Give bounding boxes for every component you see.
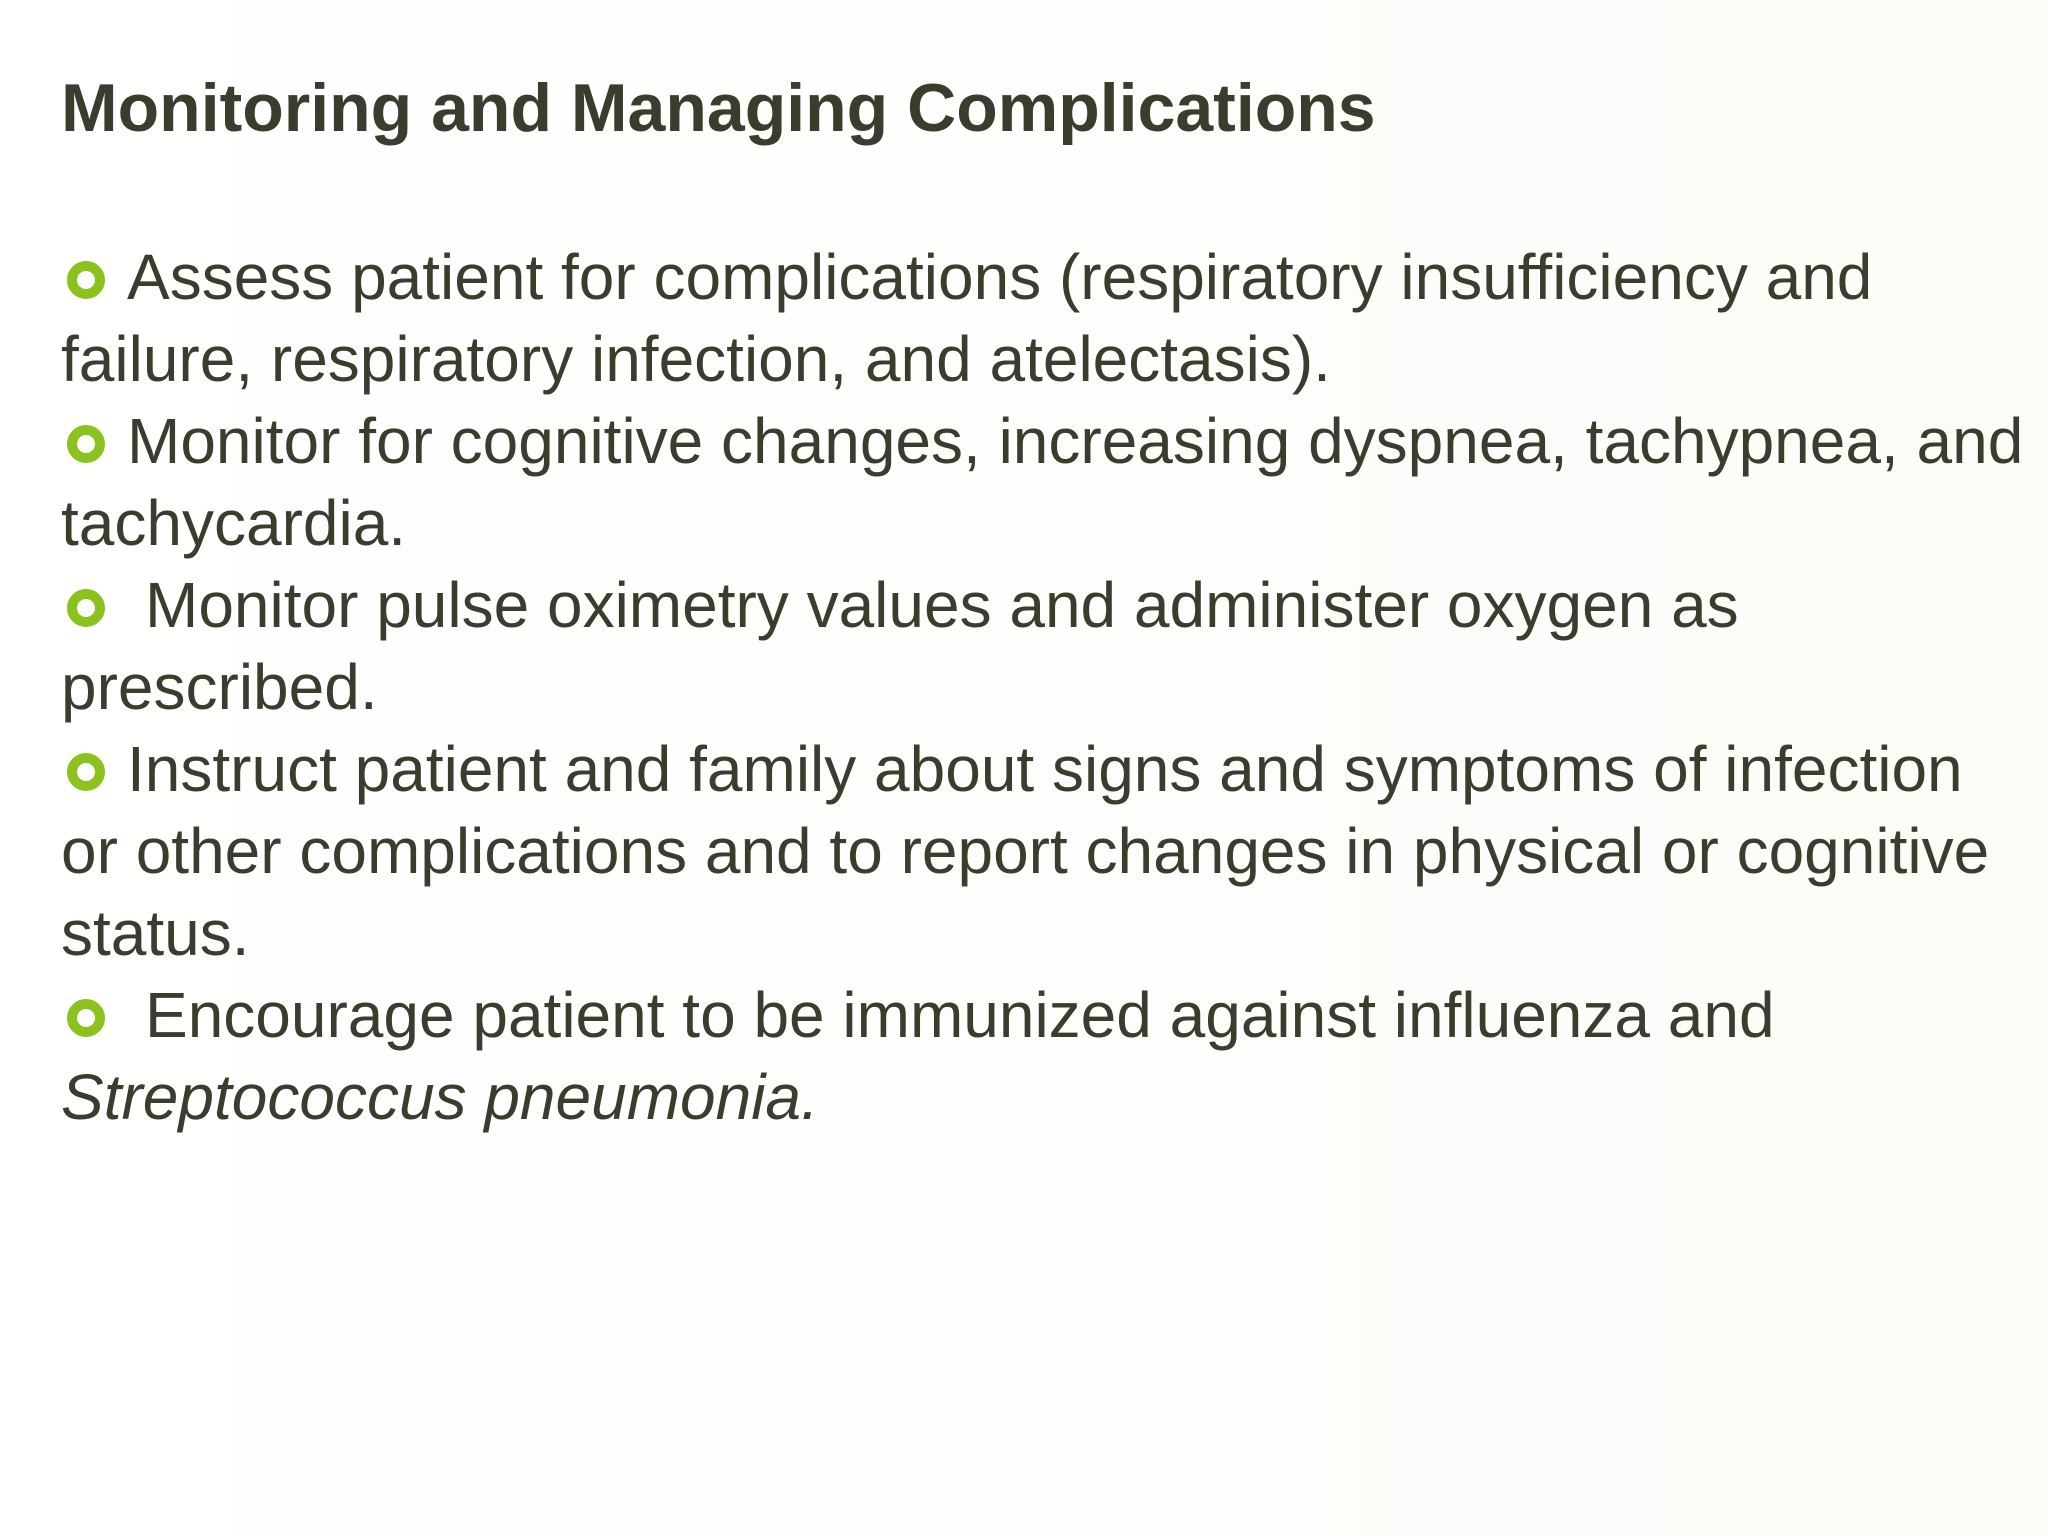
ring-bullet-icon — [67, 589, 105, 627]
bullet-text: Instruct patient and family about signs and symptoms of infection or other complications and to report changes in physical or cognitive status. — [61, 733, 1990, 969]
ring-bullet-icon — [67, 425, 105, 463]
bullet-item — [61, 974, 2036, 1138]
bullet-list — [61, 236, 2036, 1138]
ring-bullet-icon — [67, 999, 105, 1037]
bullet-item — [61, 564, 2036, 728]
bullet-text: Assess patient for complications (respiratory insufficiency and failure, respiratory infection, and atelectasis). — [61, 241, 1873, 395]
bullet-item — [61, 728, 2036, 974]
bullet-text: Encourage patient to be immunized against influenza and — [145, 979, 1775, 1051]
bullet-item — [61, 400, 2036, 564]
bullet-italic-text: Streptococcus pneumonia. — [61, 1061, 819, 1133]
bullet-item — [61, 236, 2036, 400]
bullet-text: Monitor pulse oximetry values and administer oxygen as prescribed. — [61, 569, 1739, 723]
ring-bullet-icon — [67, 261, 105, 299]
slide-title: Monitoring and Managing Complications — [61, 70, 1376, 146]
bullet-text: Monitor for cognitive changes, increasing dyspnea, tachypnea, and tachycardia. — [61, 405, 2024, 559]
ring-bullet-icon — [67, 753, 105, 791]
